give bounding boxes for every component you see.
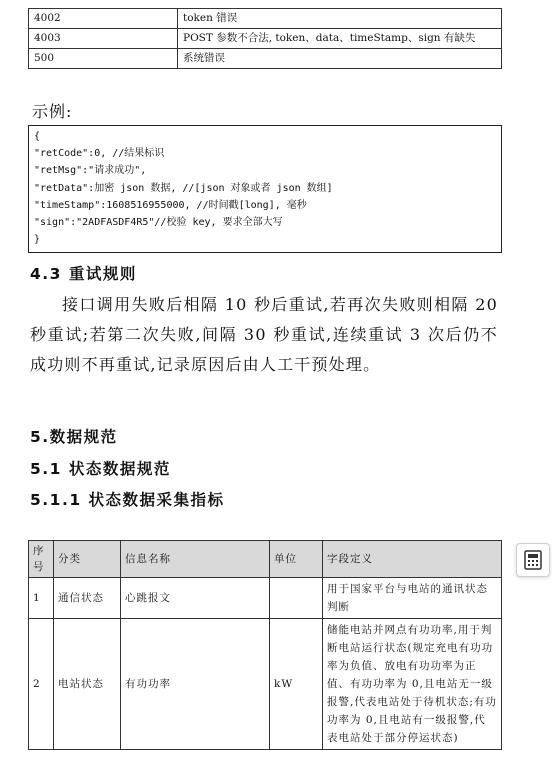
section-heading-5-1-1: 5.1.1 状态数据采集指标 (30, 491, 225, 509)
error-description: token 错误 (178, 9, 502, 29)
table-row (29, 9, 502, 29)
cell-unit: kW (270, 619, 323, 750)
retry-rules-text: 接口调用失败后相隔 10 秒后重试,若再次失败则相隔 20 秒重试;若第二次失败,间隔 30 秒重试,连续重试 3 次后仍不成功则不再重试,记录原因后由人工干预处理。 (30, 295, 498, 374)
error-code: 4002 (29, 9, 178, 29)
cell-category: 通信状态 (54, 578, 121, 619)
header-category: 分类 (54, 541, 121, 578)
error-description: 系统错误 (178, 49, 502, 69)
code-line: "retMsg":"请求成功", (34, 165, 147, 177)
code-line: } (34, 234, 41, 246)
example-label: 示例: (32, 102, 73, 121)
code-line: "timeStamp":1608516955000, //时间戳[long], 毫秒 (34, 199, 307, 211)
section-heading-4-3: 4.3 重试规则 (30, 265, 137, 283)
error-code: 500 (29, 49, 178, 69)
section-heading-5-1: 5.1 状态数据规范 (30, 460, 171, 478)
code-line: "retCode":0, //结果标识 (34, 148, 165, 160)
cell-info-name: 心跳报文 (121, 578, 270, 619)
cell-index: 2 (29, 619, 54, 750)
table-row (29, 49, 502, 69)
error-code: 4003 (29, 29, 178, 49)
json-example-code (28, 125, 502, 253)
cell-field-definition: 储能电站并网点有功功率,用于判断电站运行状态(规定充电有功功率为负值、放电有功功率为正值、有功功率为 0,且电站无一级报警,代表电站处于待机状态;有功功率为 0,且电站有一级报警,代表电站处于部分停运状态) (323, 619, 502, 750)
cell-category: 电站状态 (54, 619, 121, 750)
retry-rules-paragraph (30, 290, 498, 380)
table-row (29, 29, 502, 49)
cell-field-definition: 用于国家平台与电站的通讯状态判断 (323, 578, 502, 619)
error-description: POST 参数不合法, token、data、timeStamp、sign 有缺失 (178, 29, 502, 49)
calculator-icon (523, 550, 543, 570)
error-code-table (28, 8, 502, 69)
cell-unit (270, 578, 323, 619)
code-line: { (34, 131, 41, 142)
status-data-spec-table (28, 540, 502, 750)
header-field-definition: 字段定义 (323, 541, 502, 578)
code-line: "retData":加密 json 数据, //[json 对象或者 json 数组] (34, 182, 333, 194)
table-row (29, 578, 502, 619)
cell-info-name: 有功功率 (121, 619, 270, 750)
header-index: 序号 (29, 541, 54, 578)
cell-index: 1 (29, 578, 54, 619)
code-line: "sign":"2ADFASDF4R5"//校验 key, 要求全部大写 (34, 217, 283, 229)
header-info-name: 信息名称 (121, 541, 270, 578)
table-header-row (29, 541, 502, 578)
calculator-button[interactable] (516, 543, 550, 577)
table-row (29, 619, 502, 750)
header-unit: 单位 (270, 541, 323, 578)
section-heading-5: 5.数据规范 (30, 428, 118, 446)
